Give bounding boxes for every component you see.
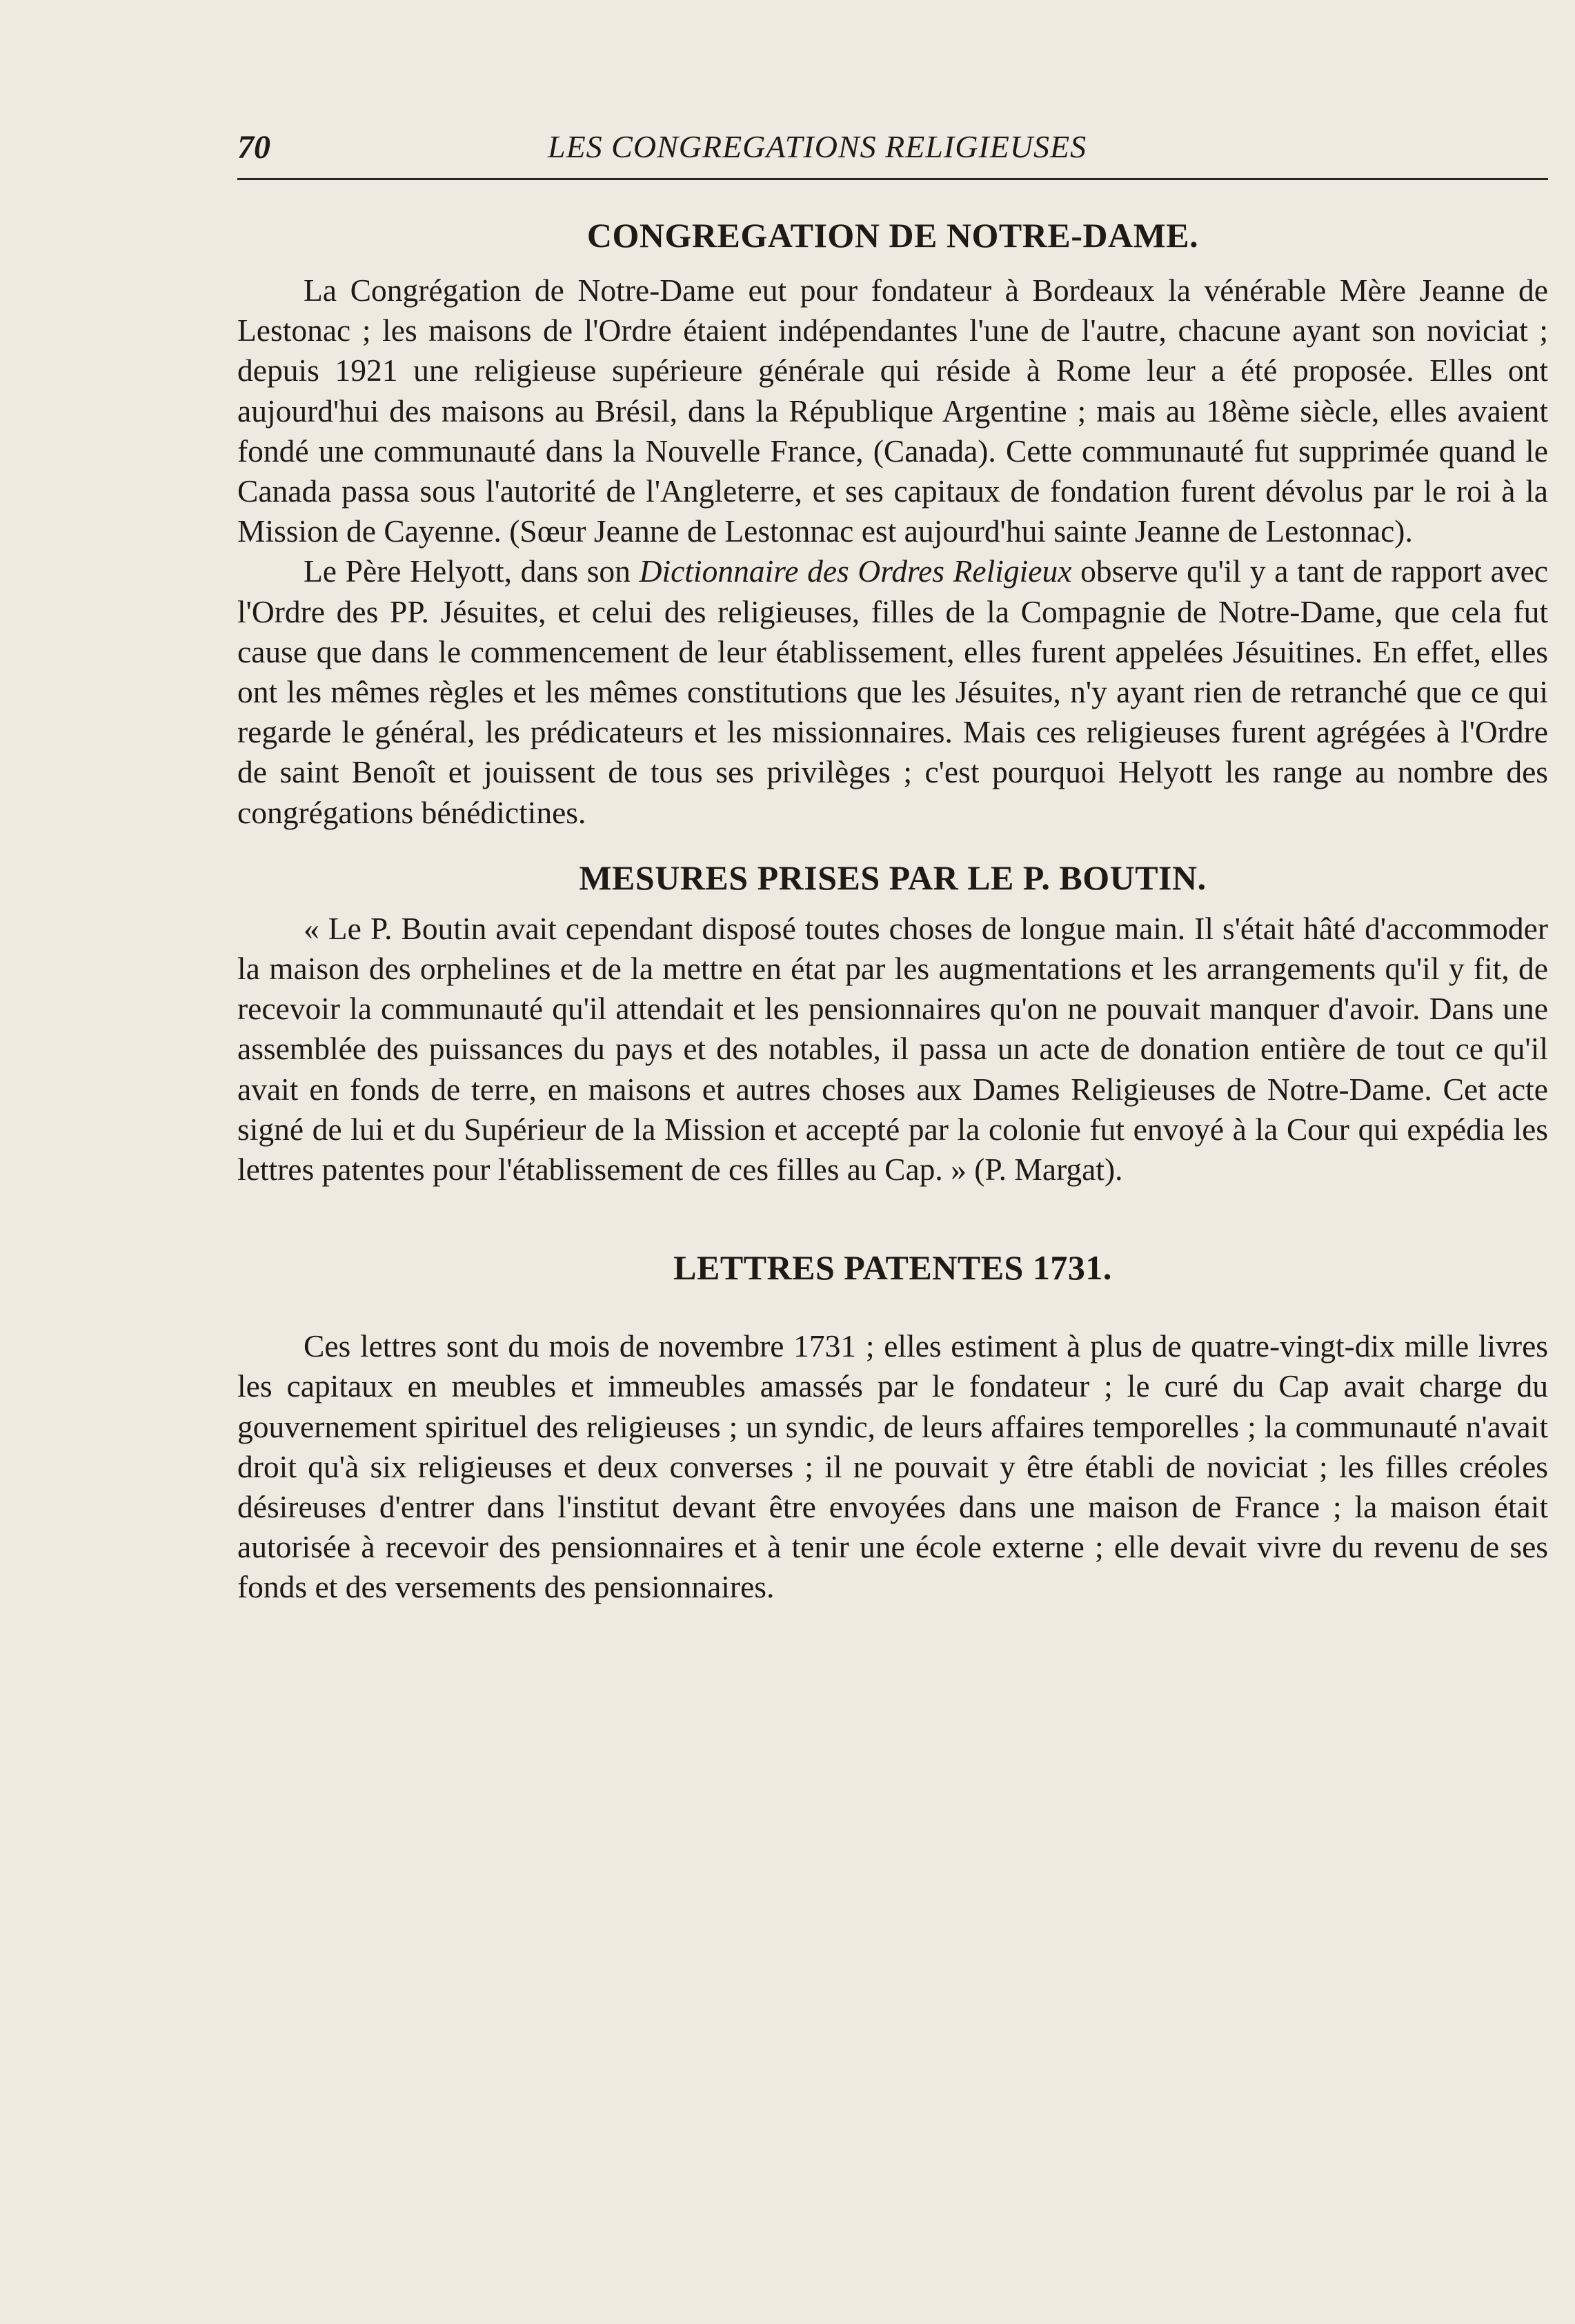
section-title-mesures: MESURES PRISES PAR LE P. BOUTIN. xyxy=(579,858,1207,897)
section-title-congregation: CONGREGATION DE NOTRE-DAME. xyxy=(586,216,1199,255)
running-title: LES CONGREGATIONS RELIGIEUSES xyxy=(548,129,1087,164)
section-title-lettres-patentes: LETTRES PATENTES 1731. xyxy=(673,1248,1112,1288)
paragraph-congregation-history: La Congrégation de Notre-Dame eut pour fondateur à Bordeaux la vénérable Mère Jeanne de Lestonac ; les maisons de l'Ordre étaient indépendantes l'une de l'autre, chacune ayant son noviciat ; depuis 1921 une religieuse supérieure générale qui réside à Rome leur a été proposée. Elles ont aujourd'hui des maisons au Brésil, dans la République Argentine ; mais au 18ème siècle, elles avaient fondé une communauté dans la Nouvelle France, (Canada). Cette communauté fut supprimée quand le Canada passa sous l'autorité de l'Angleterre, et ses capitaux de fondation furent dévolus par le roi à la Mission de Cayenne. (Sœur Jeanne de Lestonnac est aujourd'hui sainte Jeanne de Lestonnac). xyxy=(237,273,1548,549)
page-body xyxy=(237,215,1548,1608)
paragraph-boutin-quote: « Le P. Boutin avait cependant disposé toutes choses de longue main. Il s'était hâté d'accommoder la maison des orphelines et de la mettre en état par les augmentations et les arrangements qu'il y fit, de recevoir la communauté qu'il attendait et les pensionnaires qu'on ne pouvait manquer d'avoir. Dans une assemblée des puissances du pays et des notables, il passa un acte de donation entière de tout ce qu'il avait en fonds de terre, en maisons et autres choses aux Dames Religieuses de Notre-Dame. Cet acte signé de lui et du Supérieur de la Mission et accepté par la colonie fut envoyé à la Cour qui expédia les lettres patentes pour l'établissement de ces filles au Cap. » (P. Margat). xyxy=(237,910,1548,1188)
book-title-dictionnaire: Dictionnaire des Ordres Religieux xyxy=(639,553,1072,589)
page-number: 70 xyxy=(237,129,270,166)
page-header xyxy=(237,116,1548,180)
paragraph-lettres-patentes: Ces lettres sont du mois de novembre 1731 ; elles estiment à plus de quatre-vingt-dix mille livres les capitaux en meubles et immeubles amassés par le fondateur ; le curé du Cap avait charge du gouvernement spirituel des religieuses ; un syndic, de leurs affaires temporelles ; la communauté n'avait droit qu'à six religieuses et deux converses ; il ne pouvait y être établi de noviciat ; les filles créoles désireuses d'entrer dans l'institut devant être envoyées dans une maison de France ; la maison était autorisée à recevoir des pensionnaires et à tenir une école externe ; elle devait vivre du revenu de ses fonds et des versements des pensionnaires. xyxy=(237,1328,1548,1605)
paragraph-helyott-text-start: Le Père Helyott, dans son xyxy=(304,553,640,589)
paragraph-helyott-text-end: observe qu'il y a tant de rapport avec l'Ordre des PP. Jésuites, et celui des religieuses, filles de la Compagnie de Notre-Dame, que cela fut cause que dans le commencement de leur établissement, elles furent appelées Jésuitines. En effet, elles ont les mêmes règles et les mêmes constitutions que les Jésuites, n'y ayant rien de retranché que ce qui regarde le général, les prédicateurs et les missionnaires. Mais ces religieuses furent agrégées à l'Ordre de saint Benoît et jouissent de tous ses privilèges ; c'est pourquoi Helyott les range au nombre des congrégations bénédictines. xyxy=(237,553,1548,830)
paragraph-helyott xyxy=(237,551,1548,832)
